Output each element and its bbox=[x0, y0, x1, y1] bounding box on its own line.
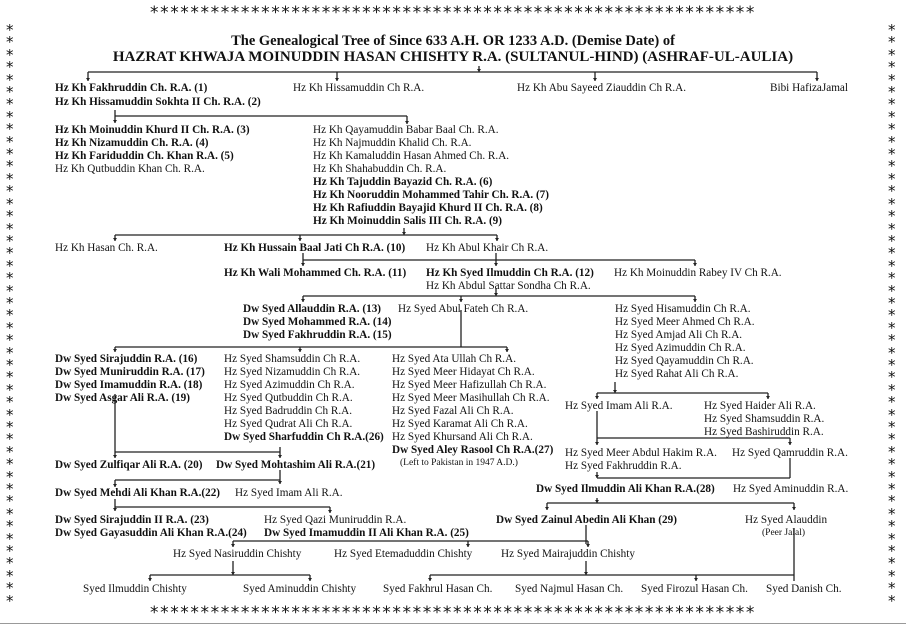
person-imam-ali: Hz Syed Imam Ali R.A. bbox=[565, 400, 673, 412]
arrowhead-icon bbox=[586, 544, 590, 547]
arrowhead-icon bbox=[766, 396, 770, 399]
person-list-item: Hz Syed Meer Masihullah Ch R.A. bbox=[392, 392, 550, 404]
tree-subject: HAZRAT KHWAJA MOINUDDIN HASAN CHISHTY R.A. (SULTANUL-HIND) (ASHRAF-UL-AULIA) bbox=[112, 49, 794, 65]
person-hissamuddin: Hz Kh Hissamuddin Ch R.A. bbox=[293, 82, 425, 94]
person-list-item: Hz Kh Shahabuddin Ch. R.A. bbox=[313, 163, 447, 175]
arrowhead-icon bbox=[495, 238, 499, 241]
arrowhead-icon bbox=[428, 578, 432, 581]
person-list-item: Hz Kh Qutbuddin Khan Ch. R.A. bbox=[55, 163, 205, 175]
person-list-item: Hz Syed Haider Ali R.A. bbox=[704, 400, 816, 412]
person-hissamuddin-sokhta-2: Hz Kh Hissamuddin Sokhta II Ch. R.A. (2) bbox=[55, 96, 261, 108]
person-zulfiqar-ali-20: Dw Syed Zulfiqar Ali R.A. (20) bbox=[55, 459, 203, 471]
person-list-item: Hz Syed Meer Hidayat Ch R.A. bbox=[392, 366, 535, 378]
person-firozul-hasan: Syed Firozul Hasan Ch. bbox=[641, 583, 748, 595]
tree-title: The Genealogical Tree of Since 633 A.H. OR 1233 A.D. (Demise Date) of bbox=[231, 33, 675, 49]
person-ilmuddin-chishty: Syed Ilmuddin Chishty bbox=[83, 583, 187, 595]
person-nasiruddin: Hz Syed Nasiruddin Chishty bbox=[173, 548, 302, 560]
arrowhead-icon bbox=[308, 578, 312, 581]
gen6-haider-list bbox=[704, 400, 824, 439]
arrowhead-icon bbox=[494, 263, 498, 266]
person-list-item: Dw Syed Asgar Ali R.A. (19) bbox=[55, 392, 190, 404]
person-list-item: Hz Syed Azimuddin Ch R.A. bbox=[224, 379, 355, 391]
person-list-item: Hz Syed Amjad Ali Ch R.A. bbox=[615, 329, 743, 341]
right-border-asterisk-icon: *********************************************** bbox=[888, 24, 896, 602]
aley-rasool-note: (Left to Pakistan in 1947 A.D.) bbox=[400, 458, 518, 468]
person-list-item: Hz Kh Najmuddin Khalid Ch. R.A. bbox=[313, 137, 472, 149]
person-list-item: Hz Kh Qayamuddin Babar Baal Ch. R.A. bbox=[313, 124, 499, 136]
person-list-item: Dw Syed Muniruddin R.A. (17) bbox=[55, 366, 205, 378]
person-list-item: Hz Kh Moinuddin Salis III Ch. R.A. (9) bbox=[313, 215, 502, 227]
person-mohtashim-ali-21: Dw Syed Mohtashim Ali R.A.(21) bbox=[216, 459, 376, 471]
person-list-item: Hz Kh Fariduddin Ch. Khan R.A. (5) bbox=[55, 150, 234, 162]
person-list-item: Hz Kh Rafiuddin Bayajid Khurd II Ch. R.A. (8) bbox=[313, 202, 543, 214]
arrowhead-icon bbox=[86, 78, 90, 81]
person-mairajuddin: Hz Syed Mairajuddin Chishty bbox=[501, 548, 635, 560]
arrowhead-icon bbox=[593, 78, 597, 81]
person-fakhruddin-ra: Hz Syed Fakhruddin R.A. bbox=[565, 460, 682, 472]
person-list-item: Dw Syed Sirajuddin R.A. (16) bbox=[55, 353, 198, 365]
person-fakhruddin-1: Hz Kh Fakhruddin Ch. R.A. (1) bbox=[55, 82, 208, 94]
person-sirajuddin-ii-23: Dw Syed Sirajuddin II R.A. (23) bbox=[55, 514, 209, 526]
person-list-item: Hz Syed Badruddin Ch R.A. bbox=[224, 405, 353, 417]
person-list-item: Dw Syed Sharfuddin Ch R.A.(26) bbox=[224, 431, 384, 443]
arrowhead-icon bbox=[694, 578, 698, 581]
arrowhead-icon bbox=[113, 120, 117, 123]
person-list-item: Hz Kh Nooruddin Mohammed Tahir Ch. R.A. (7) bbox=[313, 189, 550, 201]
person-list-item: Hz Syed Azimuddin Ch R.A. bbox=[615, 342, 746, 354]
person-list-item: Hz Syed Bashiruddin R.A. bbox=[704, 426, 824, 438]
person-list-item: Dw Syed Allauddin R.A. (13) bbox=[243, 303, 382, 315]
person-abdul-sattar-sondha: Hz Kh Abdul Sattar Sondha Ch R.A. bbox=[426, 280, 591, 292]
person-list-item: Hz Kh Moinuddin Khurd II Ch. R.A. (3) bbox=[55, 124, 250, 136]
person-gayasuddin-24: Dw Syed Gayasuddin Ali Khan R.A.(24) bbox=[55, 527, 247, 539]
person-abul-khair: Hz Kh Abul Khair Ch R.A. bbox=[426, 242, 549, 254]
person-list-item: Dw Syed Aley Rasool Ch R.A.(27) bbox=[392, 444, 554, 456]
person-danish: Syed Danish Ch. bbox=[766, 583, 842, 595]
bottom-border-asterisk-icon: ************************************************************ bbox=[150, 604, 756, 622]
arrowhead-icon bbox=[113, 349, 117, 352]
person-abul-fateh: Hz Syed Abul Fateh Ch R.A. bbox=[398, 303, 529, 315]
person-list-item: Hz Syed Fazal Ali Ch R.A. bbox=[392, 405, 514, 417]
person-list-item: Hz Syed Ata Ullah Ch R.A. bbox=[392, 353, 516, 365]
left-border-asterisk-icon: *********************************************** bbox=[6, 24, 14, 602]
person-list-item: Hz Syed Hisamuddin Ch R.A. bbox=[615, 303, 751, 315]
person-list-item: Hz Syed Nizamuddin Ch R.A. bbox=[224, 366, 361, 378]
person-meer-abdul-hakim: Hz Syed Meer Abdul Hakim R.A. bbox=[565, 447, 717, 459]
arrowhead-icon bbox=[505, 349, 509, 352]
person-imamuddin-ii-25: Dw Syed Imamuddin II Ali Khan R.A. (25) bbox=[264, 527, 469, 539]
person-list-item: Hz Syed Shamsuddin Ch R.A. bbox=[224, 353, 361, 365]
person-list-item: Hz Syed Qudrat Ali Ch R.A. bbox=[224, 418, 353, 430]
arrowhead-icon bbox=[148, 578, 152, 581]
person-list-item: Hz Syed Meer Hafizullah Ch R.A. bbox=[392, 379, 547, 391]
arrowhead-icon bbox=[278, 455, 282, 458]
person-moinuddin-rabey: Hz Kh Moinuddin Rabey IV Ch R.A. bbox=[614, 267, 782, 279]
person-wali-mohammed-11: Hz Kh Wali Mohammed Ch. R.A. (11) bbox=[224, 267, 407, 279]
person-list-item: Hz Syed Karamat Ali Ch R.A. bbox=[392, 418, 528, 430]
person-list-item: Hz Syed Meer Ahmed Ch R.A. bbox=[615, 316, 755, 328]
gen6-col1-list bbox=[55, 353, 205, 405]
person-list-item: Hz Syed Qutbuddin Ch R.A. bbox=[224, 392, 353, 404]
arrowhead-icon bbox=[298, 238, 302, 241]
person-mehdi-ali-khan-22: Dw Syed Mehdi Ali Khan R.A.(22) bbox=[55, 487, 221, 499]
arrowhead-icon bbox=[466, 544, 470, 547]
arrowhead-icon bbox=[231, 544, 235, 547]
gen2-right-list bbox=[313, 124, 549, 228]
top-border-asterisk-icon: ************************************************************ bbox=[150, 4, 756, 22]
gen2-left-list bbox=[55, 124, 250, 176]
arrowhead-icon bbox=[595, 396, 599, 399]
person-qamruddin: Hz Syed Qamruddin R.A. bbox=[732, 447, 848, 459]
alauddin-note: (Peer Jalal) bbox=[762, 528, 805, 538]
arrowhead-icon bbox=[595, 442, 599, 445]
person-hussain-baal-jati-10: Hz Kh Hussain Baal Jati Ch R.A. (10) bbox=[224, 242, 406, 254]
person-najmul-hasan: Syed Najmul Hasan Ch. bbox=[515, 583, 624, 595]
person-list-item: Hz Syed Khursand Ali Ch R.A. bbox=[392, 431, 533, 443]
arrowhead-icon bbox=[693, 299, 697, 302]
person-list-item: Hz Syed Qayamuddin Ch R.A. bbox=[615, 355, 754, 367]
arrowhead-icon bbox=[113, 238, 117, 241]
person-syed-ilmuddin-12: Hz Kh Syed Ilmuddin Ch R.A. (12) bbox=[426, 267, 594, 279]
gen5-dw-list bbox=[243, 303, 392, 342]
gen6-col3-list bbox=[392, 353, 553, 457]
arrowhead-icon bbox=[328, 510, 332, 513]
arrowhead-icon bbox=[301, 263, 305, 266]
person-ilmuddin-ali-khan-28: Dw Syed Ilmuddin Ali Khan R.A.(28) bbox=[536, 483, 715, 495]
person-list-item: Hz Kh Kamaluddin Hasan Ahmed Ch. R.A. bbox=[313, 150, 510, 162]
arrowhead-icon bbox=[545, 507, 549, 510]
person-aminuddin: Hz Syed Aminuddin R.A. bbox=[733, 483, 849, 495]
person-alauddin: Hz Syed Alauddin bbox=[745, 514, 828, 526]
gen6-col2-list bbox=[224, 353, 384, 444]
person-list-item: Hz Syed Rahat Ali Ch R.A. bbox=[615, 368, 739, 380]
person-bibi-hafiza-jamal: Bibi HafizaJamal bbox=[770, 82, 848, 94]
arrowhead-icon bbox=[113, 455, 117, 458]
arrowhead-icon bbox=[335, 78, 339, 81]
person-fakhrul-hasan: Syed Fakhrul Hasan Ch. bbox=[383, 583, 493, 595]
person-list-item: Hz Syed Shamsuddin R.A. bbox=[704, 413, 825, 425]
person-list-item: Dw Syed Fakhruddin R.A. (15) bbox=[243, 329, 392, 341]
person-list-item: Dw Syed Mohammed R.A. (14) bbox=[243, 316, 392, 328]
arrowhead-icon bbox=[788, 442, 792, 445]
person-etemaduddin: Hz Syed Etemaduddin Chishty bbox=[334, 548, 473, 560]
arrowhead-icon bbox=[301, 299, 305, 302]
person-qazi-muniruddin: Hz Syed Qazi Muniruddin R.A. bbox=[264, 514, 407, 526]
arrowhead-icon bbox=[815, 78, 819, 81]
arrowhead-icon bbox=[278, 481, 282, 484]
person-zainul-abedin-29: Dw Syed Zainul Abedin Ali Khan (29) bbox=[496, 514, 677, 526]
person-list-item: Hz Kh Nizamuddin Ch. R.A. (4) bbox=[55, 137, 209, 149]
arrowhead-icon bbox=[792, 507, 796, 510]
person-list-item: Hz Kh Tajuddin Bayazid Ch. R.A. (6) bbox=[313, 176, 493, 188]
person-list-item: Dw Syed Imamuddin R.A. (18) bbox=[55, 379, 203, 391]
person-abu-sayeed-ziauddin: Hz Kh Abu Sayeed Ziauddin Ch R.A. bbox=[517, 82, 687, 94]
person-hasan: Hz Kh Hasan Ch. R.A. bbox=[55, 242, 158, 254]
arrowhead-icon bbox=[298, 349, 302, 352]
gen5-hisamuddin-list bbox=[615, 303, 755, 381]
arrowhead-icon bbox=[459, 299, 463, 302]
arrowhead-icon bbox=[113, 508, 117, 511]
arrowhead-icon bbox=[693, 263, 697, 266]
person-aminuddin-chishty: Syed Aminuddin Chishty bbox=[243, 583, 357, 595]
person-imam-ali-2: Hz Syed Imam Ali R.A. bbox=[235, 487, 343, 499]
